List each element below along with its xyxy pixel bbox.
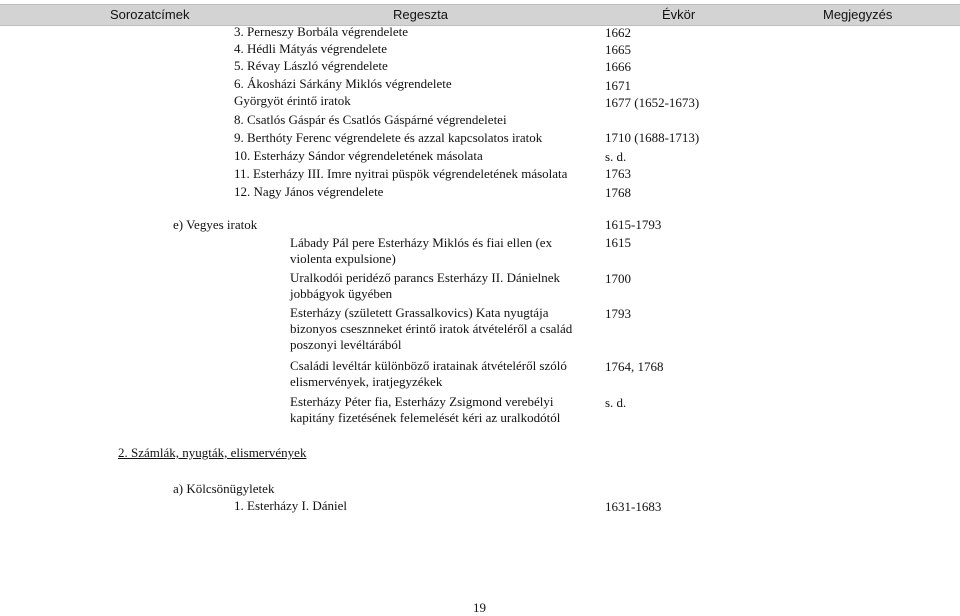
loan-item-title: 1. Esterházy I. Dániel <box>234 498 347 513</box>
will-title: 4. Hédli Mátyás végrendelete <box>234 41 388 56</box>
mixed-item-line: kapitány fizetésének felemelését kéri az uralkodótól <box>290 410 561 425</box>
will-year: 1662 <box>605 25 631 40</box>
mixed-item-line: elismervények, iratjegyzékek <box>290 374 443 389</box>
will-year: 1768 <box>605 185 631 200</box>
will-year: s. d. <box>605 149 627 164</box>
mixed-item-line: Esterházy (született Grassalkovics) Kata nyugtája <box>290 305 549 320</box>
will-title: 11. Esterházy III. Imre nyitrai püspök végrendeletének másolata <box>234 166 568 181</box>
mixed-item-line: Lábady Pál pere Esterházy Miklós és fiai ellen (ex <box>290 235 553 250</box>
mixed-item-line: poszonyi levéltárából <box>290 337 402 352</box>
will-title: 5. Révay László végrendelete <box>234 58 388 73</box>
section-year-range: 1615-1793 <box>605 217 662 232</box>
mixed-item-year: 1615 <box>605 235 631 250</box>
will-title: 6. Ákosházi Sárkány Miklós végrendelete <box>234 76 452 91</box>
section-heading-accounts: 2. Számlák, nyugták, elismervények <box>118 445 307 460</box>
will-year: 1665 <box>605 42 631 57</box>
will-year: 1677 (1652-1673) <box>605 95 700 110</box>
will-title: 10. Esterházy Sándor végrendeletének másolata <box>234 148 483 163</box>
will-title: Györgyöt érintő iratok <box>234 93 351 108</box>
mixed-item-line: violenta expulsione) <box>290 251 396 266</box>
loan-item-year: 1631-1683 <box>605 499 662 514</box>
will-title: 8. Csatlós Gáspár és Csatlós Gáspárné végrendeletei <box>234 112 507 127</box>
mixed-item-year: s. d. <box>605 395 627 410</box>
mixed-item-line: Esterházy Péter fia, Esterházy Zsigmond verebélyi <box>290 394 554 409</box>
will-year: 1671 <box>605 78 631 93</box>
mixed-item-line: Uralkodói peridéző parancs Esterházy II. Dánielnek <box>290 270 560 285</box>
section-heading-mixed: e) Vegyes iratok <box>173 217 258 232</box>
column-header-years[interactable]: Évkör <box>662 7 696 22</box>
column-header-bar <box>0 4 960 26</box>
will-title: 3. Perneszy Borbála végrendelete <box>234 24 408 39</box>
column-header-notes[interactable]: Megjegyzés <box>823 7 893 22</box>
mixed-item-line: bizonyos csesznneket érintő iratok átvételéről a család <box>290 321 573 336</box>
subsection-heading-loans: a) Kölcsönügyletek <box>173 481 275 496</box>
column-header-regest[interactable]: Regeszta <box>393 7 448 22</box>
will-title: 12. Nagy János végrendelete <box>234 184 384 199</box>
mixed-item-line: Családi levéltár különböző iratainak átvételéről szóló <box>290 358 567 373</box>
mixed-item-year: 1764, 1768 <box>605 359 664 374</box>
will-year: 1710 (1688-1713) <box>605 130 700 145</box>
will-year: 1666 <box>605 59 631 74</box>
mixed-item-year: 1700 <box>605 271 631 286</box>
page-number: 19 <box>473 600 486 615</box>
mixed-item-line: jobbágyok ügyében <box>290 286 393 301</box>
will-title: 9. Berthóty Ferenc végrendelete és azzal kapcsolatos iratok <box>234 130 543 145</box>
mixed-item-year: 1793 <box>605 306 631 321</box>
column-header-series[interactable]: Sorozatcímek <box>110 7 190 22</box>
will-year: 1763 <box>605 166 631 181</box>
